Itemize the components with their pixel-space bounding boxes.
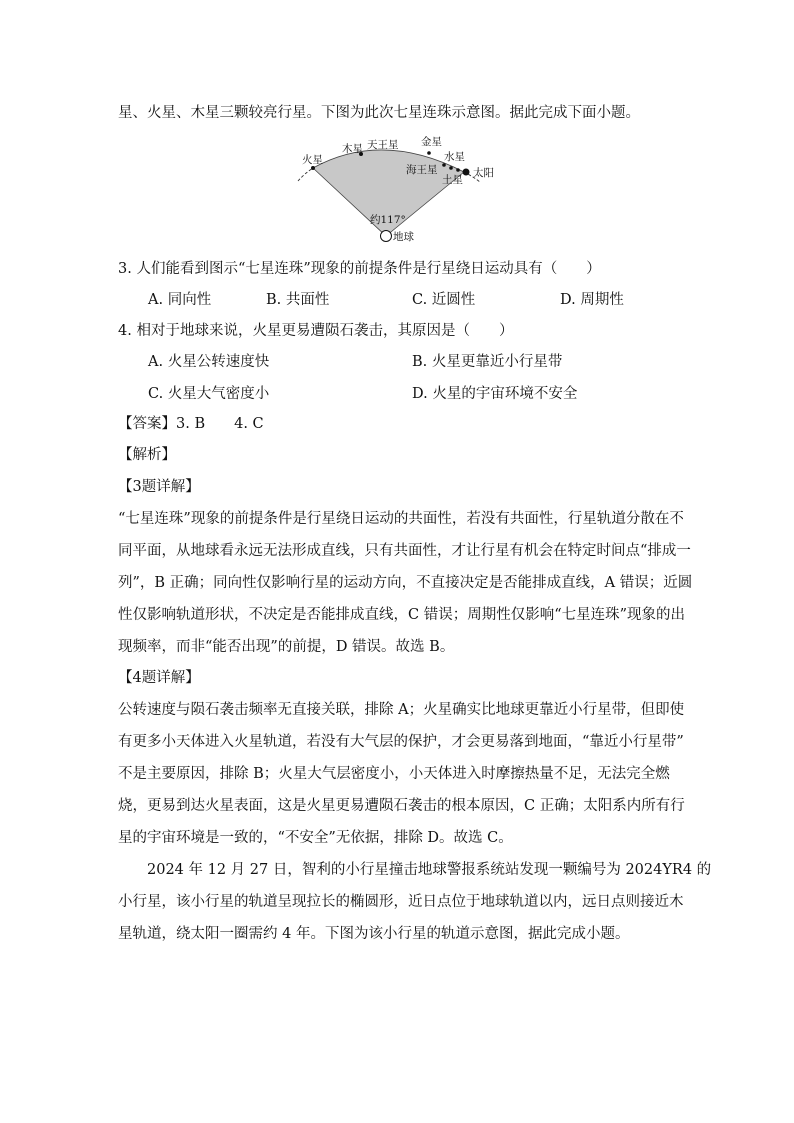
detail-4-line: 不是主要原因，排除 B；火星大气层密度小，小天体进入时摩擦热量不足，无法完全燃: [118, 766, 670, 782]
saturn-label: 土星: [442, 174, 463, 186]
mercury-dot: [442, 163, 446, 167]
saturn-dot: [456, 168, 460, 172]
mars-label: 火星: [302, 154, 323, 166]
jupiter-label: 木星: [342, 143, 363, 155]
detail-4-line: 有更多小天体进入火星轨道，若没有大气层的保护，才会更易落到地面，“靠近小行星带”: [118, 734, 684, 750]
arc-dash-left: [298, 168, 313, 181]
detail-3-line: 现频率，而非“能否出现”的前提，D 错误。故选 B。: [118, 639, 455, 655]
detail-3-heading: 【3题详解】: [118, 479, 200, 495]
q3-option-a: A. 同向性: [148, 292, 212, 308]
earth-circle: [381, 231, 392, 242]
detail-3-line: 列”，B 正确；同向性仅影响行星的运动方向，不直接决定是否能排成直线，A 错误；近圆: [118, 575, 693, 591]
q3-option-c: C. 近圆性: [412, 292, 476, 308]
angle-label: 约117°: [370, 214, 406, 226]
sun-label: 太阳: [473, 167, 494, 179]
mercury-label: 水星: [444, 151, 465, 163]
question-3-stem: 3. 人们能看到图示“七星连珠”现象的前提条件是行星绕日运动具有（ ）: [118, 261, 601, 277]
detail-3-line: 同平面，从地球看永远无法形成直线，只有共面性，才让行星有机会在特定时间点“排成一: [118, 543, 691, 559]
detail-4-line: 星的宇宙环境是一致的，“不安全”无依据，排除 D。故选 C。: [118, 830, 513, 846]
earth-label: 地球: [393, 231, 414, 243]
venus-dot: [427, 151, 431, 155]
q3-option-b: B. 共面性: [266, 292, 330, 308]
mars-dot: [311, 166, 315, 170]
passage-line: 小行星，该小行星的轨道呈现拉长的椭圆形，近日点位于地球轨道以内，远日点则接近木: [118, 894, 684, 910]
q3-option-d: D. 周期性: [560, 292, 624, 308]
intro-text: 星、火星、木星三颗较亮行星。下图为此次七星连珠示意图。据此完成下面小题。: [118, 105, 640, 121]
passage-line: 2024 年 12 月 27 日，智利的小行星撞击地球警报系统站发现一颗编号为 2024YR4 的: [118, 862, 712, 878]
detail-4-line: 烧，更易到达火星表面，这是火星更易遭陨石袭击的根本原因，C 正确；太阳系内所有行: [118, 798, 685, 814]
question-4-stem: 4. 相对于地球来说，火星更易遭陨石袭击，其原因是（ ）: [118, 323, 514, 339]
passage-line: 星轨道，绕太阳一圈需约 4 年。下图为该小行星的轨道示意图，据此完成小题。: [118, 926, 630, 942]
answer-line: 【答案】3. B 4. C: [118, 416, 264, 432]
neptune-dot: [449, 166, 453, 170]
sun-dot: [463, 169, 470, 176]
neptune-label: 海王星: [406, 164, 438, 176]
uranus-label: 天王星: [367, 139, 399, 151]
detail-4-heading: 【4题详解】: [118, 670, 200, 686]
planet-alignment-figure: [294, 130, 500, 248]
q4-option-a: A. 火星公转速度快: [148, 354, 270, 370]
q4-option-b: B. 火星更靠近小行星带: [412, 354, 563, 370]
detail-3-line: “七星连珠”现象的前提条件是行星绕日运动的共面性，若没有共面性，行星轨道分散在不: [118, 511, 684, 527]
q4-option-d: D. 火星的宇宙环境不安全: [412, 386, 578, 402]
detail-4-line: 公转速度与陨石袭击频率无直接关联，排除 A；火星确实比地球更靠近小行星带，但即使: [118, 702, 685, 718]
analysis-heading: 【解析】: [118, 447, 176, 463]
detail-3-line: 性仅影响轨道形状，不决定是否能排成直线，C 错误；周期性仅影响“七星连珠”现象的出: [118, 607, 686, 623]
q4-option-c: C. 火星大气密度小: [148, 386, 270, 402]
venus-label: 金星: [421, 136, 442, 148]
